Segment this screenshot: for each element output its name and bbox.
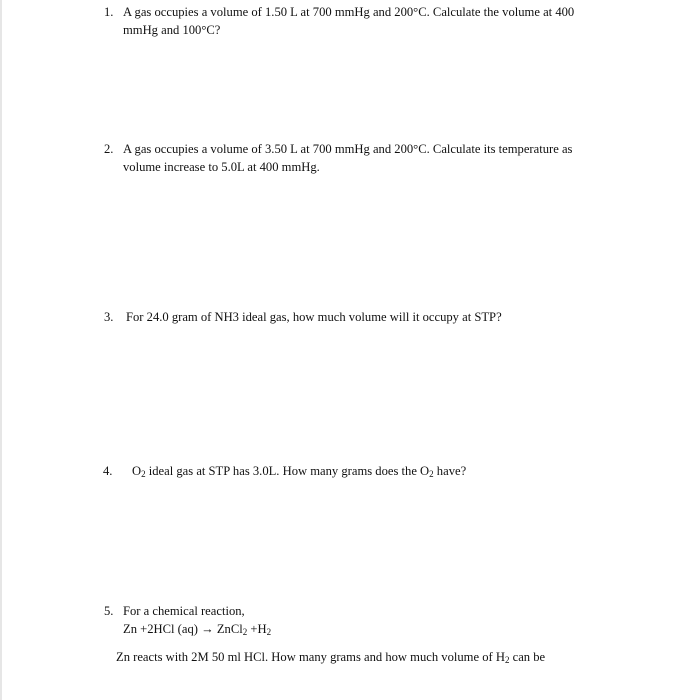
question-text: For 24.0 gram of NH3 ideal gas, how much volume will it occupy at STP? — [126, 310, 502, 324]
question-3 — [104, 308, 624, 326]
question-text: A gas occupies a volume of 3.50 L at 700 mmHg and 200°C. Calculate its temperature as volume increase to 5.0L at 400 mmHg. — [123, 142, 573, 174]
question-text: A gas occupies a volume of 1.50 L at 700 mmHg and 200°C. Calculate the volume at 400 mmHg and 100°C? — [123, 5, 575, 37]
question-text: $O_2$ ideal gas at STP has 3.0L. How many grams does the $O_2$ have? — [132, 464, 467, 479]
question-number: 1. — [104, 5, 114, 19]
question-4 — [103, 462, 623, 480]
question-2 — [104, 140, 624, 176]
question-number: 3. — [104, 310, 114, 324]
question-number: 4. — [103, 464, 113, 478]
chemical-equation: Zn +2HCl (aq) → ZnCl$_2$ $+H_2$ — [123, 622, 272, 637]
question-text: For a chemical reaction, Zn +2HCl (aq) → ZnCl$_2$ $+H_2$ — [123, 602, 624, 638]
question-5 — [104, 602, 624, 638]
question-5-followup: Zn reacts with 2M 50 ml HCl. How many grams and how much volume of $H_2$ can be — [116, 650, 546, 665]
question-number: 2. — [104, 142, 114, 156]
question-1 — [104, 3, 624, 39]
arrow-icon: → — [201, 622, 214, 636]
question-number: 5. — [104, 604, 114, 618]
page-left-edge — [0, 0, 2, 700]
